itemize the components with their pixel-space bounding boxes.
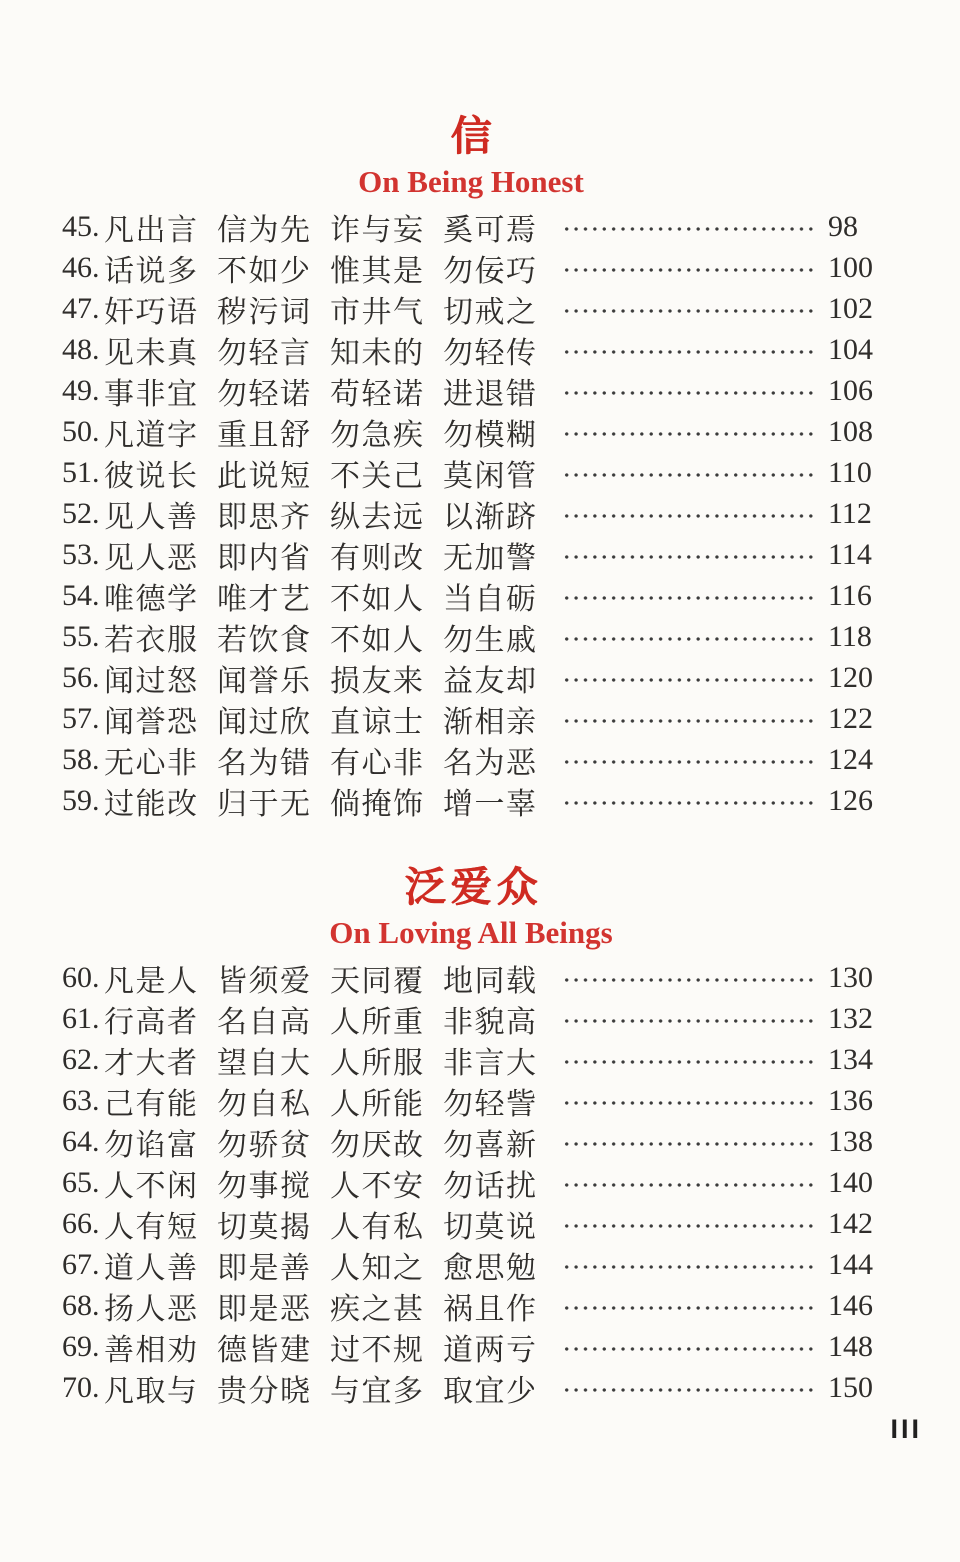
entry-number: 61. [62,1001,100,1035]
entry-phrase-4: 增一辜 [443,787,538,821]
dot-leader [562,268,818,272]
entry-phrase-1: 彼说长 [104,459,199,493]
entry-phrase-4: 无加警 [443,541,538,575]
toc-row [62,616,880,657]
dot-leader [562,1306,818,1310]
toc-row [62,1367,880,1408]
entry-phrase-4: 勿话扰 [443,1169,538,1203]
entry-phrase-4: 以渐跻 [443,500,538,534]
section-title-chinese: 信 [450,113,497,159]
toc-row [62,1285,880,1326]
dot-leader [562,227,818,231]
entry-number: 59. [62,783,100,817]
entry-page-number: 114 [828,537,872,571]
dot-leader [562,1388,818,1392]
entry-phrase-4: 道两亏 [443,1333,538,1367]
entry-phrase-1: 扬人恶 [104,1292,199,1326]
entry-phrase-2: 勿事搅 [217,1169,312,1203]
entry-number: 51. [62,455,100,489]
entry-phrase-1: 闻过怒 [104,664,199,698]
entry-page-number: 130 [828,960,873,994]
entry-phrase-1: 人不闲 [104,1169,199,1203]
entry-page-number: 134 [828,1042,873,1076]
toc-row [62,780,880,821]
entry-page-number: 148 [828,1329,873,1363]
entry-page-number: 140 [828,1165,873,1199]
dot-leader [562,1019,818,1023]
dot-leader [562,596,818,600]
entry-page-number: 104 [828,332,873,366]
entry-phrase-4: 勿轻传 [443,336,538,370]
dot-leader [562,801,818,805]
toc-row [62,998,880,1039]
dot-leader [562,350,818,354]
entry-phrase-4: 勿模糊 [443,418,538,452]
entry-page-number: 102 [828,291,873,325]
dot-leader [562,978,818,982]
toc-list [62,957,880,1408]
entry-page-number: 118 [828,619,872,653]
entry-phrase-1: 奸巧语 [104,295,199,329]
entry-number: 53. [62,537,100,571]
entry-phrase-3: 损友来 [330,664,425,698]
toc-row [62,1080,880,1121]
entry-phrase-2: 重且舒 [217,418,312,452]
entry-phrase-1: 见人恶 [104,541,199,575]
entry-phrase-2: 勿自私 [217,1087,312,1121]
entry-page-number: 124 [828,742,873,776]
entry-number: 54. [62,578,100,612]
entry-page-number: 142 [828,1206,873,1240]
entry-number: 45. [62,209,100,243]
entry-phrase-3: 苟轻诺 [330,377,425,411]
toc-row [62,534,880,575]
entry-phrase-3: 知未的 [330,336,425,370]
entry-phrase-3: 不如人 [330,623,425,657]
dot-leader [562,1347,818,1351]
entry-phrase-3: 天同覆 [330,964,425,998]
toc-row [62,1203,880,1244]
entry-phrase-3: 与宜多 [330,1374,425,1408]
toc-row [62,452,880,493]
toc-row [62,1326,880,1367]
entry-page-number: 112 [828,496,872,530]
entry-phrase-2: 即内省 [217,541,312,575]
entry-page-number: 138 [828,1124,873,1158]
entry-phrase-3: 勿厌故 [330,1128,425,1162]
entry-phrase-2: 皆须爱 [217,964,312,998]
entry-phrase-2: 勿骄贫 [217,1128,312,1162]
entry-phrase-1: 凡出言 [104,213,199,247]
entry-phrase-2: 若饮食 [217,623,312,657]
dot-leader [562,1142,818,1146]
entry-page-number: 100 [828,250,873,284]
toc-row [62,493,880,534]
entry-phrase-3: 人知之 [330,1251,425,1285]
dot-leader [562,637,818,641]
entry-phrase-4: 取宜少 [443,1374,538,1408]
toc-row [62,370,880,411]
entry-phrase-3: 人所服 [330,1046,425,1080]
entry-page-number: 126 [828,783,873,817]
entry-phrase-1: 己有能 [104,1087,199,1121]
entry-phrase-1: 道人善 [104,1251,199,1285]
entry-phrase-1: 闻誉恐 [104,705,199,739]
entry-page-number: 122 [828,701,873,735]
entry-page-number: 120 [828,660,873,694]
entry-phrase-2: 即思齐 [217,500,312,534]
entry-number: 57. [62,701,100,735]
entry-phrase-3: 诈与妄 [330,213,425,247]
toc-list [62,206,880,821]
entry-phrase-4: 勿轻訾 [443,1087,538,1121]
entry-phrase-1: 见未真 [104,336,199,370]
entry-phrase-3: 勿急疾 [330,418,425,452]
entry-phrase-3: 人不安 [330,1169,425,1203]
entry-phrase-2: 闻誉乐 [217,664,312,698]
entry-number: 64. [62,1124,100,1158]
entry-page-number: 132 [828,1001,873,1035]
entry-number: 46. [62,250,100,284]
entry-phrase-1: 凡取与 [104,1374,199,1408]
entry-phrase-1: 凡是人 [104,964,199,998]
entry-phrase-3: 有则改 [330,541,425,575]
entry-page-number: 110 [828,455,872,489]
entry-phrase-1: 过能改 [104,787,199,821]
toc-row [62,247,880,288]
dot-leader [562,473,818,477]
entry-phrase-1: 勿谄富 [104,1128,199,1162]
entry-phrase-4: 祸且作 [443,1292,538,1326]
entry-page-number: 150 [828,1370,873,1404]
entry-phrase-4: 勿生戚 [443,623,538,657]
entry-number: 49. [62,373,100,407]
entry-phrase-4: 渐相亲 [443,705,538,739]
entry-phrase-4: 愈思勉 [443,1251,538,1285]
entry-phrase-2: 秽污词 [217,295,312,329]
dot-leader [562,1224,818,1228]
entry-phrase-3: 不关己 [330,459,425,493]
entry-phrase-1: 见人善 [104,500,199,534]
entry-phrase-3: 人所能 [330,1087,425,1121]
entry-number: 52. [62,496,100,530]
entry-phrase-4: 切戒之 [443,295,538,329]
folio-page-number: III [890,1414,922,1444]
entry-number: 48. [62,332,100,366]
entry-number: 67. [62,1247,100,1281]
toc-row [62,657,880,698]
toc-row [62,206,880,247]
entry-phrase-3: 疾之甚 [330,1292,425,1326]
dot-leader [562,719,818,723]
entry-phrase-4: 勿喜新 [443,1128,538,1162]
section-title-chinese: 泛爱众 [404,864,543,910]
entry-number: 50. [62,414,100,448]
entry-phrase-2: 唯才艺 [217,582,312,616]
entry-number: 70. [62,1370,100,1404]
dot-leader [562,678,818,682]
dot-leader [562,1060,818,1064]
entry-phrase-4: 非言大 [443,1046,538,1080]
entry-phrase-3: 倘掩饰 [330,787,425,821]
entry-phrase-2: 名自高 [217,1005,312,1039]
entry-page-number: 144 [828,1247,873,1281]
toc-row [62,1121,880,1162]
entry-phrase-3: 过不规 [330,1333,425,1367]
dot-leader [562,760,818,764]
entry-phrase-3: 纵去远 [330,500,425,534]
entry-phrase-2: 德皆建 [217,1333,312,1367]
entry-phrase-2: 贵分晓 [217,1374,312,1408]
entry-phrase-4: 切莫说 [443,1210,538,1244]
entry-phrase-4: 莫闲管 [443,459,538,493]
entry-phrase-3: 人所重 [330,1005,425,1039]
toc-row [62,1162,880,1203]
entry-page-number: 106 [828,373,873,407]
entry-phrase-4: 益友却 [443,664,538,698]
entry-phrase-2: 即是善 [217,1251,312,1285]
entry-number: 58. [62,742,100,776]
dot-leader [562,555,818,559]
entry-phrase-1: 行高者 [104,1005,199,1039]
toc-row [62,698,880,739]
entry-page-number: 98 [828,209,858,243]
entry-phrase-1: 事非宜 [104,377,199,411]
entry-phrase-1: 唯德学 [104,582,199,616]
entry-number: 47. [62,291,100,325]
section-title-english: On Being Honest [358,164,584,199]
entry-phrase-4: 当自砺 [443,582,538,616]
entry-page-number: 136 [828,1083,873,1117]
entry-phrase-2: 即是恶 [217,1292,312,1326]
entry-phrase-1: 才大者 [104,1046,199,1080]
entry-phrase-2: 此说短 [217,459,312,493]
entry-page-number: 146 [828,1288,873,1322]
entry-phrase-2: 闻过欣 [217,705,312,739]
dot-leader [562,1101,818,1105]
entry-number: 63. [62,1083,100,1117]
entry-phrase-1: 无心非 [104,746,199,780]
entry-number: 60. [62,960,100,994]
entry-phrase-3: 惟其是 [330,254,425,288]
entry-phrase-3: 市井气 [330,295,425,329]
dot-leader [562,1183,818,1187]
entry-page-number: 108 [828,414,873,448]
entry-number: 68. [62,1288,100,1322]
toc-row [62,1244,880,1285]
entry-number: 69. [62,1329,100,1363]
toc-row [62,575,880,616]
entry-phrase-1: 善相劝 [104,1333,199,1367]
entry-number: 66. [62,1206,100,1240]
entry-page-number: 116 [828,578,872,612]
section-on-being-honest [62,112,880,821]
entry-phrase-2: 不如少 [217,254,312,288]
entry-phrase-3: 有心非 [330,746,425,780]
dot-leader [562,309,818,313]
entry-phrase-1: 人有短 [104,1210,199,1244]
toc-row [62,329,880,370]
entry-phrase-2: 望自大 [217,1046,312,1080]
toc-row [62,957,880,998]
entry-phrase-2: 归于无 [217,787,312,821]
entry-phrase-1: 凡道字 [104,418,199,452]
entry-number: 62. [62,1042,100,1076]
toc-row [62,1039,880,1080]
entry-phrase-3: 人有私 [330,1210,425,1244]
entry-phrase-3: 不如人 [330,582,425,616]
entry-number: 56. [62,660,100,694]
entry-phrase-2: 勿轻诺 [217,377,312,411]
section-title-english: On Loving All Beings [329,915,613,950]
entry-phrase-2: 信为先 [217,213,312,247]
entry-phrase-3: 直谅士 [330,705,425,739]
entry-phrase-2: 切莫揭 [217,1210,312,1244]
entry-phrase-4: 名为恶 [443,746,538,780]
dot-leader [562,391,818,395]
entry-phrase-4: 勿佞巧 [443,254,538,288]
entry-phrase-4: 奚可焉 [443,213,538,247]
dot-leader [562,432,818,436]
dot-leader [562,514,818,518]
entry-number: 65. [62,1165,100,1199]
section-on-loving-all-beings [62,863,880,1408]
dot-leader [562,1265,818,1269]
toc-row [62,411,880,452]
entry-number: 55. [62,619,100,653]
entry-phrase-4: 地同载 [443,964,538,998]
entry-phrase-2: 名为错 [217,746,312,780]
toc-row [62,288,880,329]
entry-phrase-1: 若衣服 [104,623,199,657]
entry-phrase-4: 进退错 [443,377,538,411]
toc-row [62,739,880,780]
entry-phrase-4: 非貌高 [443,1005,538,1039]
entry-phrase-2: 勿轻言 [217,336,312,370]
entry-phrase-1: 话说多 [104,254,199,288]
